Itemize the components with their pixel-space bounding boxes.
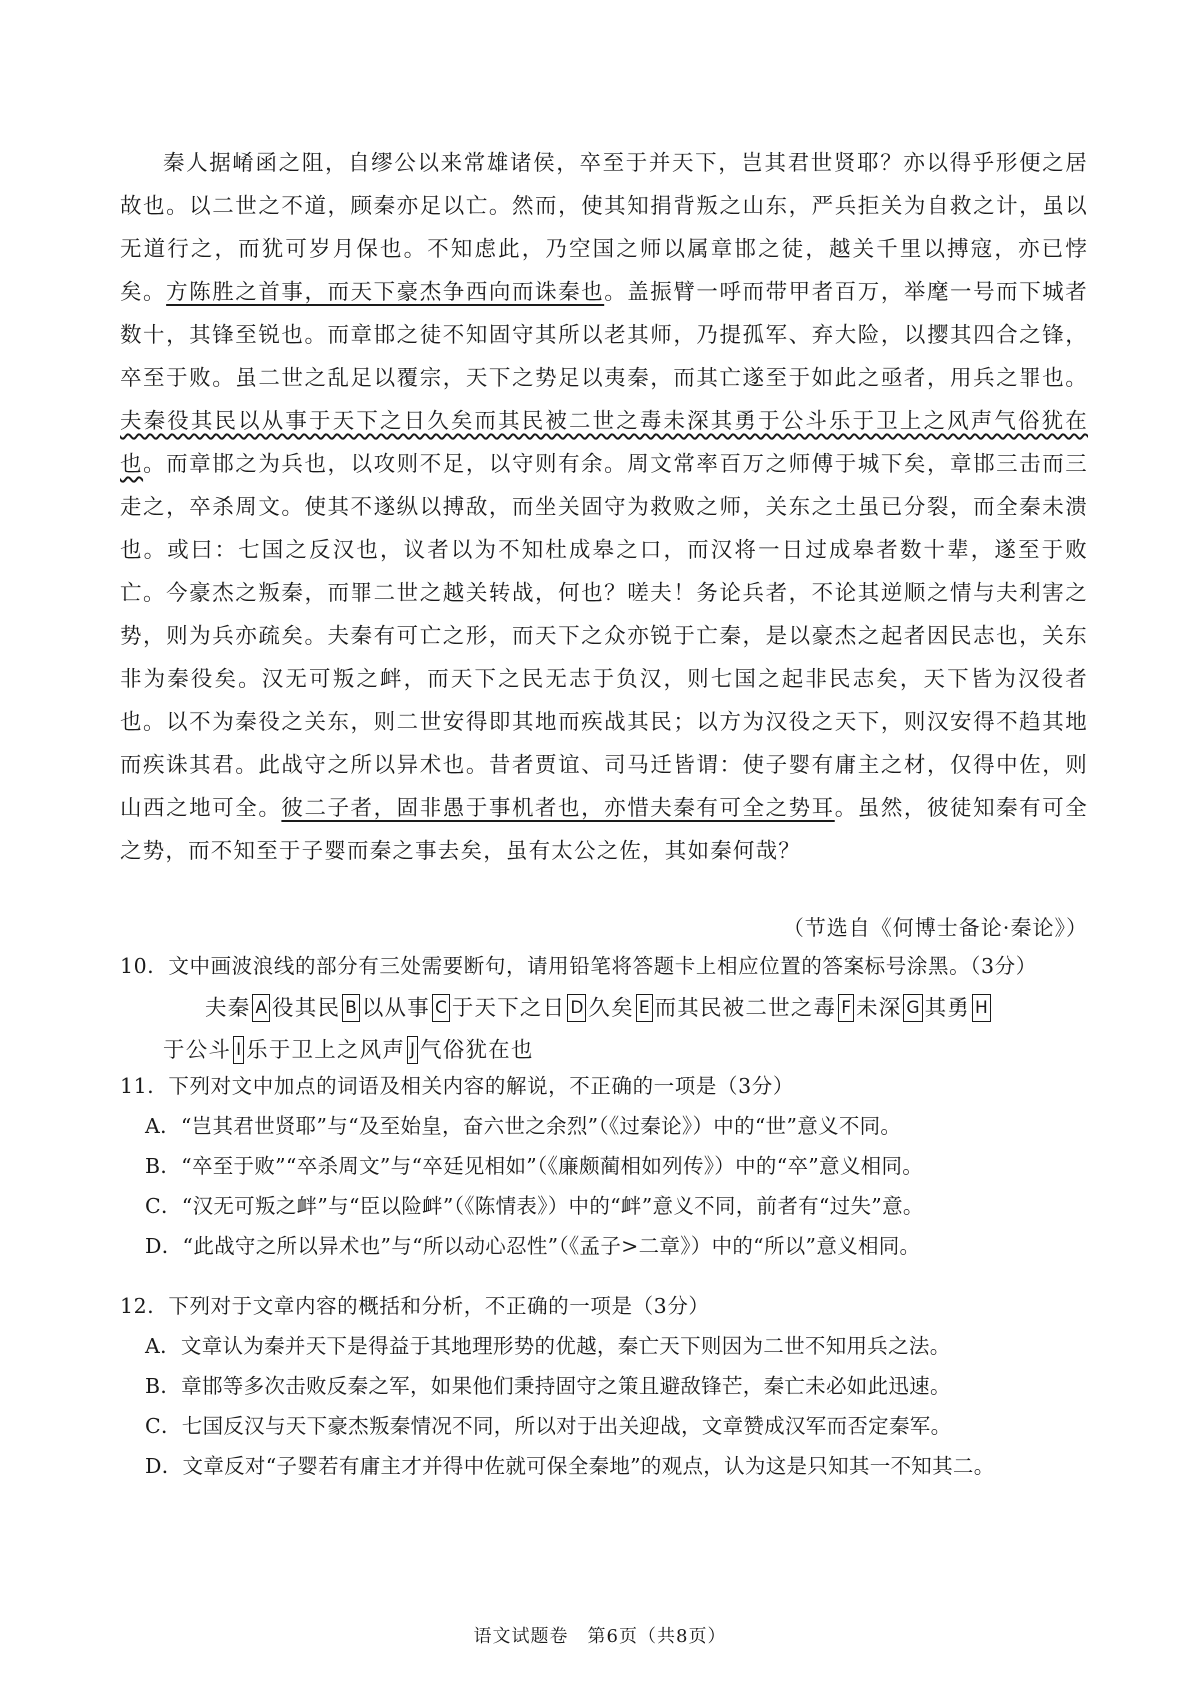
classical-passage bbox=[120, 142, 1088, 873]
answer-box-b: B bbox=[342, 994, 360, 1022]
passage-text-2: 。盖振臂一呼而带甲者百万，举麾一号而下城者数十，其锋至锐也。而章邯之徒不知固守其所以老其师，乃提孤军、弃大险，以撄其四合之锋，卒至于败。虽二世之乱足以覆宗，天下之势足以夷秦，而其亡遂至于如此之亟者，用兵之罪也。 bbox=[120, 280, 1089, 391]
question-11-stem: 11．下列对文中加点的词语及相关内容的解说，不正确的一项是（3分） bbox=[120, 1074, 794, 1098]
question-12-option-c: C．七国反汉与天下豪杰叛秦情况不同，所以对于出关迎战，文章赞成汉军而否定秦军。 bbox=[145, 1414, 952, 1438]
passage-text-3: 。而章邯之为兵也，以攻则不足，以守则有余。周文常率百万之师傅于城下矣，章邯三击而三走之，卒杀周文。使其不遂纵以搏敌，而坐关固守为救败之师，关东之土虽已分裂，而全秦未溃也。或曰：七国之反汉也，议者以为不知杜成皋之口，而汉将一日过成皋者数十辈，遂至于败亡。今豪杰之叛秦，而罪二世之越关转战，何也？嗟夫！务论兵者，不论其逆顺之情与夫利害之势，则为兵亦疏矣。夫秦有可亡之形，而天下之众亦锐于亡秦，是以豪杰之起者因民志也，关东非为秦役矣。汉无可叛之衅，而天下之民无志于负汉，则七国之起非民志矣，天下皆为汉役者也。以不为秦役之关东，则二世安得即其地而疾战其民；以方为汉役之天下，则汉安得不趋其地而疾诛其君。此战守之所以异术也。昔者贾谊、司马迁皆谓：使子婴有庸主之材，仅得中佐，则山西之地可全。 bbox=[120, 452, 1088, 821]
answer-box-c: C bbox=[432, 994, 450, 1022]
wavy-underlined-sentence: 夫秦役其民以从事于天下之日久矣而其民被二世之毒未深其勇于公斗乐于卫上之风声气俗犹在也 bbox=[120, 409, 1088, 477]
underlined-sentence-2: 彼二子者，固非愚于事机者也，亦惜夫秦有可全之势耳 bbox=[281, 796, 835, 821]
answer-box-j: J bbox=[407, 1036, 418, 1064]
q10-line1-segment: 于天下之日 bbox=[451, 996, 566, 1021]
q10-line1-segment: 其勇 bbox=[924, 996, 970, 1021]
question-11-option-b: B．“卒至于败”“卒杀周文”与“卒廷见相如”（《廉颇蔺相如列传》）中的“卒”意义相同。 bbox=[145, 1154, 924, 1178]
question-12-stem: 12．下列对于文章内容的概括和分析，不正确的一项是（3分） bbox=[120, 1294, 710, 1318]
question-11-option-d: D．“此战守之所以异术也”与“所以动心忍性”（《孟子>二章》）中的“所以”意义相同。 bbox=[145, 1234, 921, 1258]
answer-box-e: E bbox=[636, 994, 653, 1022]
question-10-stem: 10．文中画波浪线的部分有三处需要断句，请用铅笔将答题卡上相应位置的答案标号涂黑。（3分） bbox=[120, 954, 1037, 978]
page-footer: 语文试题卷 第6页（共8页） bbox=[473, 1626, 727, 1647]
passage-source: （节选自《何博士备论·秦论》） bbox=[782, 916, 1088, 940]
question-12-option-d: D．文章反对“子婴若有庸主才并得中佐就可保全秦地”的观点，认为这是只知其一不知其二。 bbox=[145, 1454, 995, 1478]
q10-line1-segment: 夫秦 bbox=[205, 996, 251, 1021]
question-10-line-2 bbox=[163, 1034, 534, 1068]
q10-line1-segment: 而其民被二世之毒 bbox=[654, 996, 837, 1021]
question-11-option-c: C．“汉无可叛之衅”与“臣以险衅”（《陈情表》）中的“衅”意义不同，前者有“过失”意。 bbox=[145, 1194, 924, 1218]
q10-line2-segment: 气俗犹在也 bbox=[420, 1038, 534, 1063]
q10-line2-segment: 乐于卫上之风声 bbox=[246, 1038, 406, 1063]
question-12-option-b: B．章邯等多次击败反秦之军，如果他们秉持固守之策且避敌锋芒，秦亡未必如此迅速。 bbox=[145, 1374, 951, 1398]
answer-box-i: I bbox=[233, 1036, 244, 1064]
q10-line1-segment: 以从事 bbox=[361, 996, 430, 1021]
question-10-line-1 bbox=[205, 992, 993, 1026]
question-11-option-a: A．“岂其君世贤耶”与“及至始皇，奋六世之余烈”（《过秦论》）中的“世”意义不同。 bbox=[145, 1114, 902, 1138]
answer-box-d: D bbox=[567, 994, 586, 1022]
underlined-sentence-1: 方陈胜之首事，而天下豪杰争西向而诛秦也 bbox=[166, 280, 605, 305]
q10-line1-segment: 未深 bbox=[855, 996, 902, 1021]
answer-box-h: H bbox=[972, 994, 991, 1022]
passage-text-1: 秦人据崤函之阻，自缪公以来常雄诸侯，卒至于并天下，岂其君世贤耶？亦以得乎形便之居故也。以二世之不道，顾秦亦足以亡。然而，使其知捐背叛之山东，严兵拒关为自救之计，虽以无道行之，而犹可岁月保也。不知虑此，乃空国之师以属章邯之徒，越关千里以搏寇，亦已悖矣。 bbox=[120, 151, 1088, 305]
answer-box-g: G bbox=[903, 994, 922, 1022]
question-12-option-a: A．文章认为秦并天下是得益于其地理形势的优越，秦亡天下则因为二世不知用兵之法。 bbox=[145, 1334, 951, 1358]
q10-line2-segment: 于公斗 bbox=[163, 1038, 232, 1063]
answer-box-a: A bbox=[252, 994, 270, 1022]
answer-box-f: F bbox=[838, 994, 854, 1022]
q10-line1-segment: 役其民 bbox=[272, 996, 341, 1021]
passage-text-4: 。虽然，彼徒知秦有可全之势，而不知至于子婴而秦之事去矣，虽有太公之佐，其如秦何哉？ bbox=[120, 796, 1088, 864]
q10-line1-segment: 久矣 bbox=[588, 996, 634, 1021]
